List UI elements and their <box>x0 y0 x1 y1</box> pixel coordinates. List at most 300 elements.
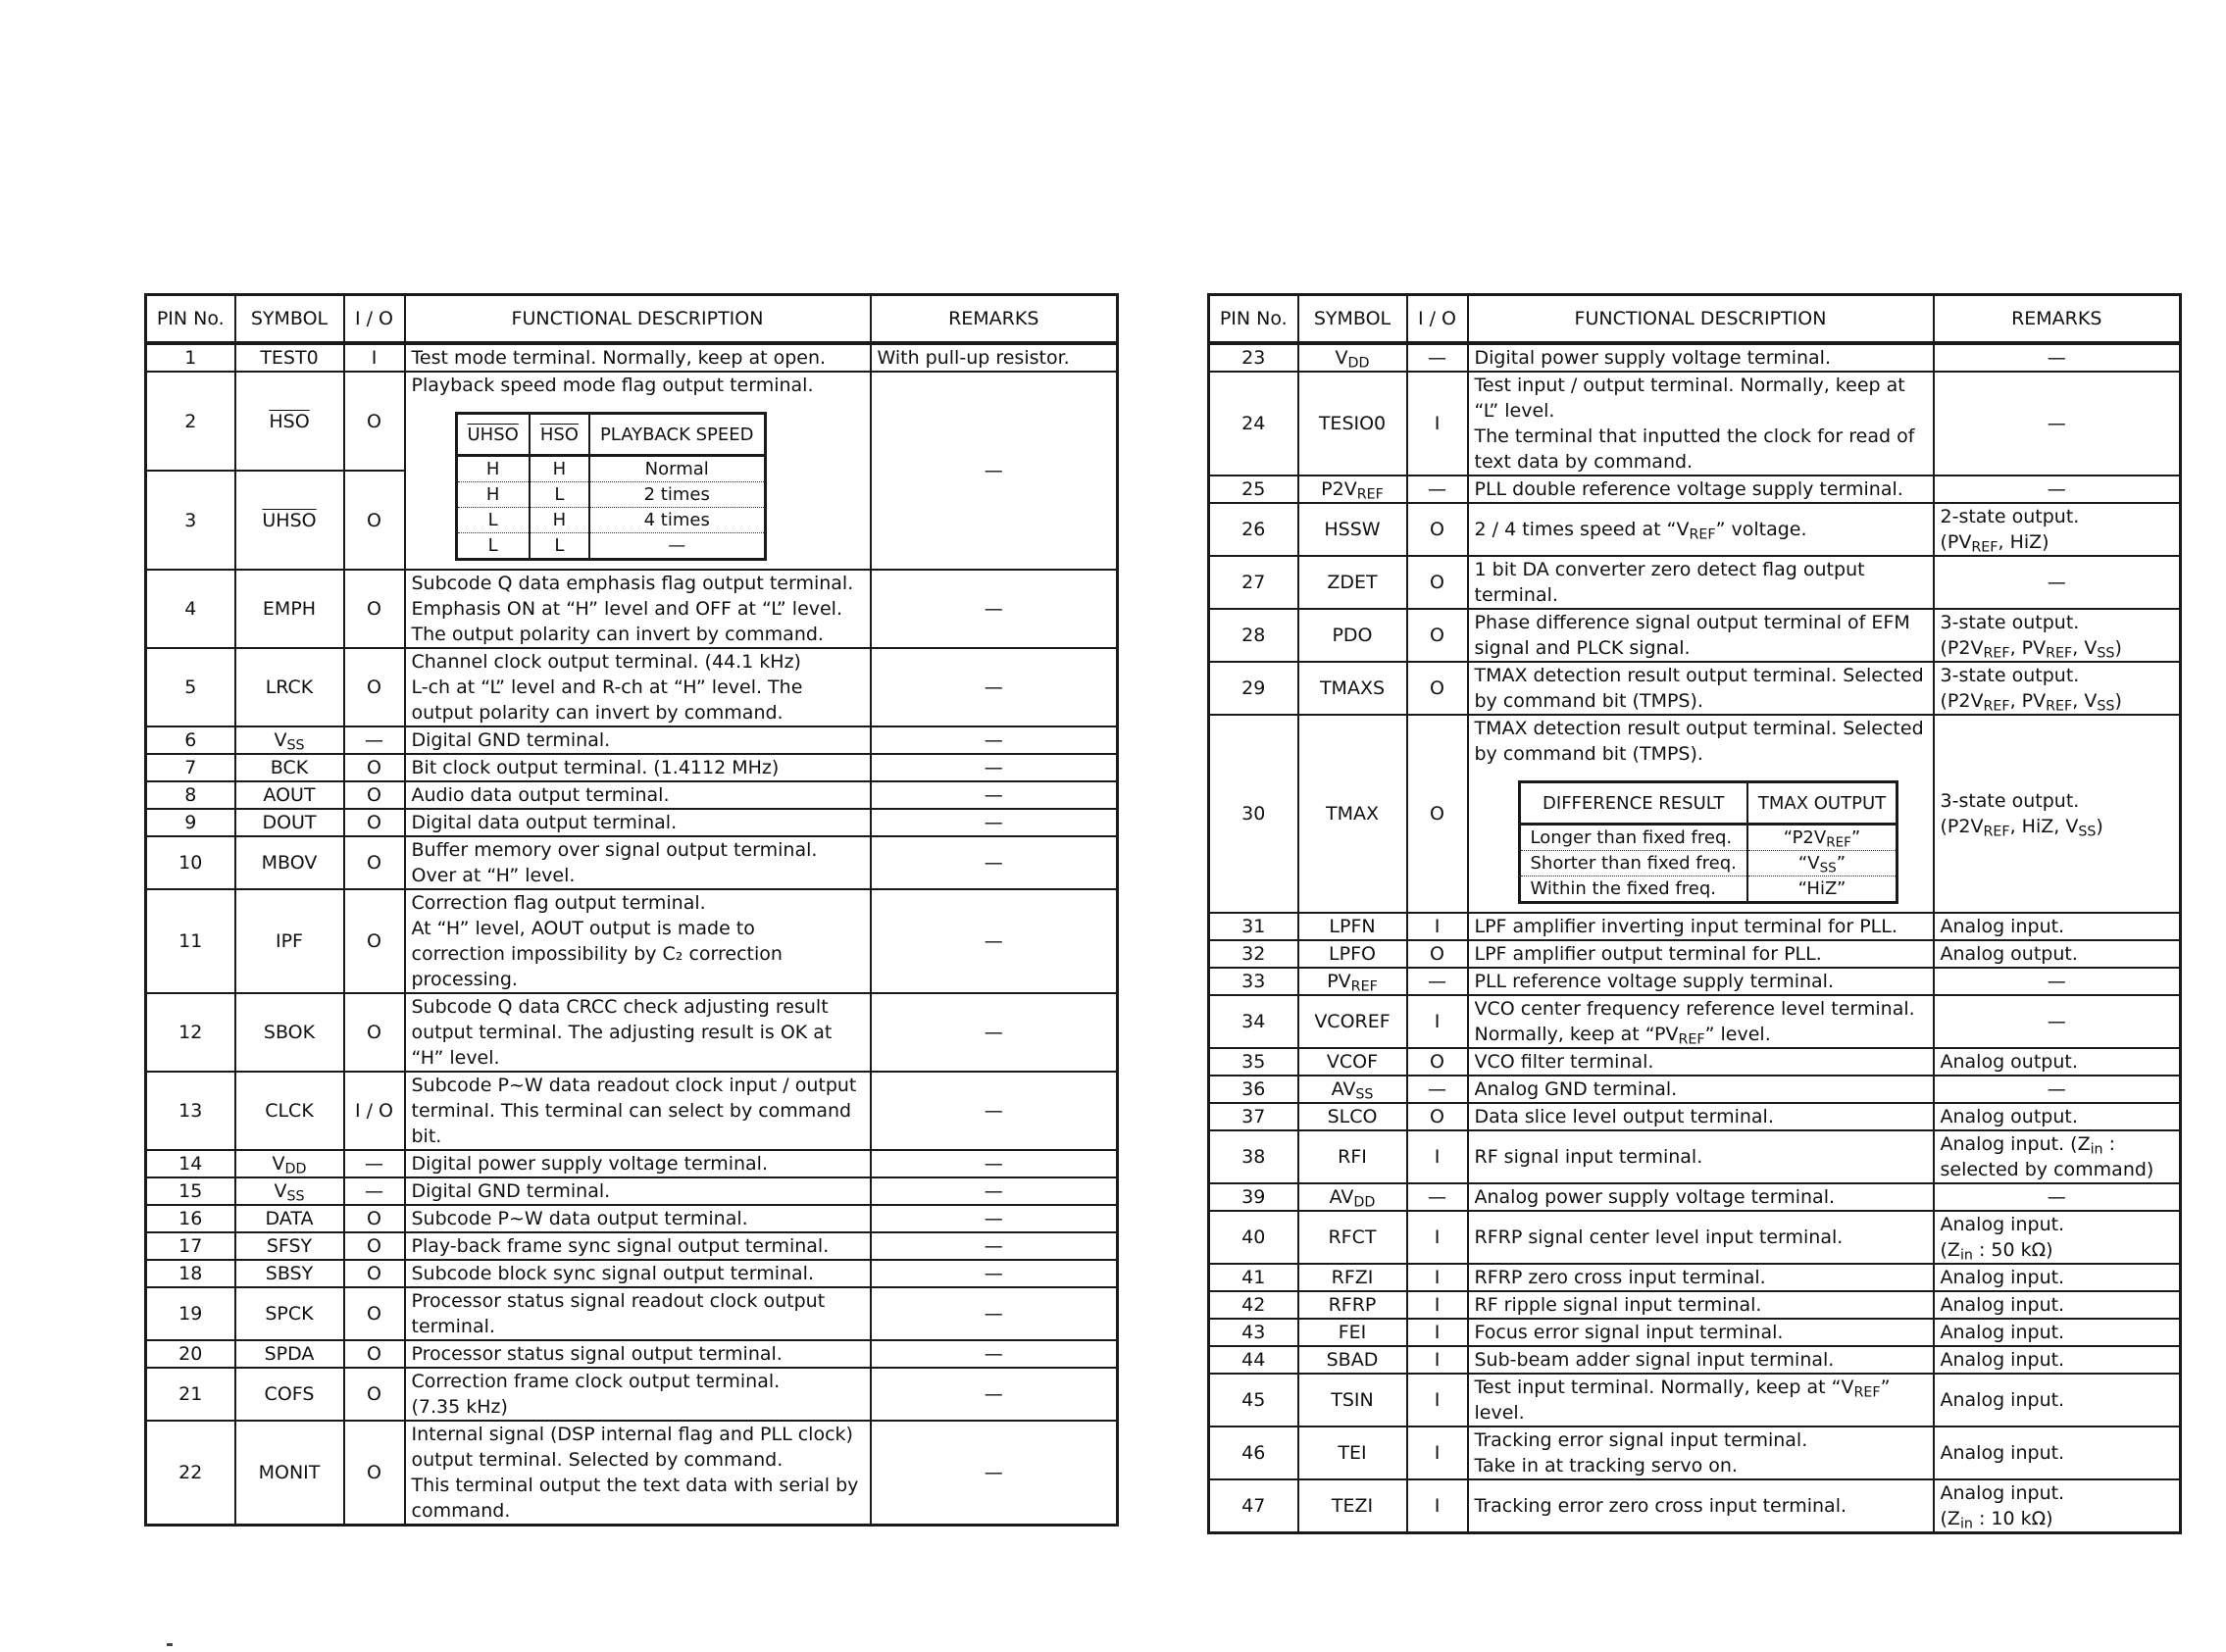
pin-description <box>1468 1374 1934 1427</box>
table-row <box>1209 1183 2181 1211</box>
pin-remarks <box>1934 609 2181 662</box>
text-line: Analog output. <box>1940 1106 2078 1127</box>
text-line: ($P2V_{REF}$, $PV_{REF}$, $V_{SS}$) <box>1940 637 2122 662</box>
pin-number: 4 <box>146 570 235 648</box>
pin-io: O <box>344 781 405 809</box>
pin-description <box>1468 1319 1934 1346</box>
text-line: — <box>984 1303 1003 1325</box>
pin-symbol: $PV_{REF}$ <box>1298 968 1407 995</box>
pin-remarks <box>1934 503 2181 556</box>
pin-symbol: LPFO <box>1298 940 1407 968</box>
pin-remarks <box>871 781 1118 809</box>
pin-description <box>1468 372 1934 476</box>
pin-number: 38 <box>1209 1130 1298 1183</box>
text-line: Digital power supply voltage terminal. <box>411 1153 768 1175</box>
table-row <box>146 1421 1118 1526</box>
table-row <box>146 1368 1118 1421</box>
text-line: LPF amplifier output terminal for PLL. <box>1474 943 1822 965</box>
text-line: ($P2V_{REF}$, $PV_{REF}$, $V_{SS}$) <box>1940 690 2122 715</box>
table-row <box>1209 556 2181 609</box>
pin-symbol: SBSY <box>235 1260 344 1287</box>
pin-symbol: VCOF <box>1298 1048 1407 1076</box>
table-row <box>146 1205 1118 1232</box>
pin-remarks <box>1934 343 2181 372</box>
table-row <box>146 1232 1118 1260</box>
pin-io: — <box>1407 476 1468 503</box>
pin-number: 46 <box>1209 1427 1298 1479</box>
pin-symbol: AOUT <box>235 781 344 809</box>
text-line: — <box>984 784 1003 806</box>
table-row <box>1209 662 2181 715</box>
inner-header: DIFFERENCE RESULT <box>1519 782 1747 825</box>
table-row <box>1209 609 2181 662</box>
text-line: — <box>2047 1186 2066 1208</box>
text-line: Analog input. <box>1940 1482 2065 1504</box>
text-line: Test input terminal. Normally, keep at “$V_{REF}$” <box>1474 1377 1891 1401</box>
pin-description <box>1468 913 1934 940</box>
text-line: Tracking error signal input terminal. <box>1474 1429 1808 1451</box>
text-line: Data slice level output terminal. <box>1474 1106 1774 1127</box>
pin-description <box>1468 1291 1934 1319</box>
pin-description <box>405 1072 871 1150</box>
pin-io: I <box>1407 1211 1468 1264</box>
pin-symbol: RFRP <box>1298 1291 1407 1319</box>
text-line: The output polarity can invert by command. <box>411 624 824 645</box>
pin-description <box>405 1421 871 1526</box>
table-row <box>1209 1103 2181 1130</box>
pin-io: O <box>344 1421 405 1526</box>
pin-remarks <box>871 1340 1118 1368</box>
pin-number: 30 <box>1209 715 1298 913</box>
pin-symbol: $V_{SS}$ <box>235 726 344 754</box>
table-header-row <box>146 295 1118 344</box>
inner-header: $\overline{HSO}$ <box>530 414 589 456</box>
header-symbol: SYMBOL <box>1298 295 1407 344</box>
pin-io: O <box>344 993 405 1072</box>
pin-remarks <box>1934 1130 2181 1183</box>
inner-header: PLAYBACK SPEED <box>589 414 765 456</box>
inner-row <box>1519 851 1897 876</box>
pin-number: 6 <box>146 726 235 754</box>
inner-cell: H <box>456 456 530 482</box>
text-line: This terminal output the text data with serial by <box>411 1475 859 1496</box>
pin-description <box>405 648 871 726</box>
inner-cell: L <box>530 482 589 508</box>
pin-io: O <box>1407 503 1468 556</box>
pin-number: 3 <box>146 471 235 570</box>
pin-io: O <box>344 570 405 648</box>
text-line: correction impossibility by C₂ correction <box>411 943 783 965</box>
pin-number: 27 <box>1209 556 1298 609</box>
pin-number: 37 <box>1209 1103 1298 1130</box>
text-line: Analog input. <box>1940 1442 2065 1464</box>
pin-io: I <box>1407 1264 1468 1291</box>
pin-description <box>1468 1264 1934 1291</box>
pin-description <box>1468 476 1934 503</box>
pin-io: O <box>344 809 405 836</box>
text-line: L-ch at “L” level and R-ch at “H” level. The <box>411 676 803 698</box>
text-line: “L” level. <box>1474 400 1555 422</box>
pin-description <box>405 343 871 372</box>
text-line: Analog input. <box>1940 1322 2065 1343</box>
table-row <box>146 1177 1118 1205</box>
header-io: I / O <box>344 295 405 344</box>
text-line: — <box>984 812 1003 833</box>
pin-description <box>1468 1130 1934 1183</box>
pin-remarks <box>1934 913 2181 940</box>
pin-symbol: ZDET <box>1298 556 1407 609</box>
inner-cell: L <box>456 533 530 560</box>
inner-cell: — <box>589 533 765 560</box>
text-line: Analog input. <box>1940 1267 2065 1288</box>
pin-remarks <box>871 754 1118 781</box>
pin-number: 40 <box>1209 1211 1298 1264</box>
pin-description <box>1468 343 1934 372</box>
inner-row <box>456 508 765 533</box>
table-row <box>146 343 1118 372</box>
pin-symbol: DATA <box>235 1205 344 1232</box>
pin-number: 18 <box>146 1260 235 1287</box>
pin-description <box>405 1150 871 1177</box>
text-line: ($Z_{in}$ : 10 kΩ) <box>1940 1508 2053 1532</box>
pin-io: I <box>1407 1374 1468 1427</box>
inner-header-row <box>1519 782 1897 825</box>
pin-number: 2 <box>146 372 235 471</box>
pin-description <box>1468 715 1934 913</box>
pin-io: — <box>1407 1076 1468 1103</box>
table-row <box>1209 968 2181 995</box>
text-line: Test input / output terminal. Normally, keep at <box>1474 375 1905 396</box>
table-row <box>1209 1291 2181 1319</box>
text-line: bit. <box>411 1126 442 1147</box>
table-row <box>1209 1130 2181 1183</box>
text-line: — <box>984 729 1003 751</box>
text-line: Analog GND terminal. <box>1474 1078 1678 1100</box>
text-line: Analog input. <box>1940 916 2065 937</box>
pin-io: — <box>1407 343 1468 372</box>
pin-io: I <box>1407 1291 1468 1319</box>
pin-io: O <box>344 1232 405 1260</box>
pin-description <box>405 889 871 993</box>
pin-io: O <box>344 889 405 993</box>
pin-remarks <box>1934 662 2181 715</box>
pin-io: I <box>1407 913 1468 940</box>
pin-io: O <box>344 648 405 726</box>
pin-symbol <box>235 471 344 570</box>
pin-description <box>1468 1048 1934 1076</box>
pin-io: O <box>1407 940 1468 968</box>
pin-description <box>405 570 871 648</box>
header-pin: PIN No. <box>1209 295 1298 344</box>
pin-description <box>405 809 871 836</box>
text-line: RF ripple signal input terminal. <box>1474 1294 1762 1316</box>
pin-symbol: $V_{SS}$ <box>235 1177 344 1205</box>
pin-number: 44 <box>1209 1346 1298 1374</box>
text-line: — <box>2047 347 2066 369</box>
text-line: — <box>2047 1078 2066 1100</box>
text-line: — <box>984 598 1003 620</box>
text-line: Subcode P~W data output terminal. <box>411 1208 748 1229</box>
pin-symbol: SPCK <box>235 1287 344 1340</box>
pin-io: O <box>1407 1103 1468 1130</box>
pin-symbol: TSIN <box>1298 1374 1407 1427</box>
pin-description <box>1468 1103 1934 1130</box>
speed-table <box>455 412 767 561</box>
text-line: command. <box>411 1500 511 1522</box>
pin-description <box>405 1177 871 1205</box>
text-line: — <box>2047 478 2066 500</box>
inner-cell: Within the fixed freq. <box>1519 876 1747 903</box>
pin-number: 43 <box>1209 1319 1298 1346</box>
pin-description <box>1468 1346 1934 1374</box>
text-line: Normally, keep at “$PV_{REF}$” level. <box>1474 1024 1771 1048</box>
header-symbol: SYMBOL <box>235 295 344 344</box>
pin-number: 13 <box>146 1072 235 1150</box>
pin-number: 31 <box>1209 913 1298 940</box>
text-line: Analog input. <box>1940 1294 2065 1316</box>
pin-remarks <box>871 343 1118 372</box>
pin-description <box>1468 1479 1934 1533</box>
text-line: — <box>984 1022 1003 1043</box>
text-line: — <box>984 1462 1003 1483</box>
text-line: — <box>2047 971 2066 992</box>
table-row <box>1209 1048 2181 1076</box>
pin-remarks <box>1934 940 2181 968</box>
pin-number: 16 <box>146 1205 235 1232</box>
pin-io: I <box>1407 1130 1468 1183</box>
pin-number: 33 <box>1209 968 1298 995</box>
text-line: TMAX detection result output terminal. Selected <box>1474 718 1924 739</box>
pin-number: 17 <box>146 1232 235 1260</box>
text-line: Internal signal (DSP internal flag and PLL clock) <box>411 1424 853 1445</box>
pin-remarks <box>1934 1374 2181 1427</box>
inner-cell: H <box>530 456 589 482</box>
inner-cell: 2 times <box>589 482 765 508</box>
table-row <box>1209 1479 2181 1533</box>
table-row <box>1209 476 2181 503</box>
text-line: LPF amplifier inverting input terminal for PLL. <box>1474 916 1897 937</box>
pin-symbol: SBAD <box>1298 1346 1407 1374</box>
text-line: — <box>984 757 1003 778</box>
pin-symbol: RFZI <box>1298 1264 1407 1291</box>
pin-io: O <box>1407 1048 1468 1076</box>
pin-io: O <box>1407 609 1468 662</box>
pin-description <box>1468 968 1934 995</box>
table-row <box>1209 1211 2181 1264</box>
header-pin: PIN No. <box>146 295 235 344</box>
text-line: At “H” level, AOUT output is made to <box>411 918 755 939</box>
pin-description <box>405 993 871 1072</box>
pin-number: 32 <box>1209 940 1298 968</box>
pin-io: I <box>1407 1319 1468 1346</box>
pin-io: O <box>344 836 405 889</box>
pin-symbol: MBOV <box>235 836 344 889</box>
text-line: output terminal. The adjusting result is OK at <box>411 1022 833 1043</box>
text-line: Analog output. <box>1940 943 2078 965</box>
pin-io: O <box>344 471 405 570</box>
inner-cell: Shorter than fixed freq. <box>1519 851 1747 876</box>
pin-description <box>405 1368 871 1421</box>
inner-row <box>1519 876 1897 903</box>
table-row <box>1209 1374 2181 1427</box>
text-line: 3-state output. <box>1940 665 2080 686</box>
table-row <box>1209 1427 2181 1479</box>
pin-number: 22 <box>146 1421 235 1526</box>
text-line: Channel clock output terminal. (44.1 kHz) <box>411 651 801 673</box>
text-line: — <box>984 1180 1003 1202</box>
pin-description <box>1468 1427 1934 1479</box>
table-row <box>1209 1346 2181 1374</box>
pin-symbol: TMAX <box>1298 715 1407 913</box>
pin-symbol: TMAXS <box>1298 662 1407 715</box>
text-line: ($Z_{in}$ : 50 kΩ) <box>1940 1239 2053 1264</box>
inner-row <box>456 456 765 482</box>
pin-remarks <box>871 889 1118 993</box>
pin-remarks <box>1934 1319 2181 1346</box>
pin-io: — <box>1407 968 1468 995</box>
pin-io: I <box>344 343 405 372</box>
inner-cell: “$V_{SS}$” <box>1747 851 1897 876</box>
pin-symbol: RFCT <box>1298 1211 1407 1264</box>
text-line: Bit clock output terminal. (1.4112 MHz) <box>411 757 780 778</box>
table-row <box>146 993 1118 1072</box>
table-header-row <box>1209 295 2181 344</box>
text-line: Subcode block sync signal output terminal. <box>411 1263 815 1284</box>
table-row <box>1209 913 2181 940</box>
header-remarks: REMARKS <box>871 295 1118 344</box>
inner-row <box>1519 825 1897 851</box>
table-row <box>146 1150 1118 1177</box>
table-row <box>146 648 1118 726</box>
text-line: Buffer memory over signal output terminal. <box>411 839 818 861</box>
text-line: The terminal that inputted the clock for read of <box>1474 426 1915 447</box>
tmax-table <box>1518 780 1899 904</box>
text-line: — <box>984 460 1003 481</box>
pin-symbol: SFSY <box>235 1232 344 1260</box>
pin-number: 41 <box>1209 1264 1298 1291</box>
pin-remarks <box>871 1368 1118 1421</box>
text-line: With pull-up resistor. <box>877 347 1070 369</box>
table-row <box>146 1260 1118 1287</box>
pin-number: 11 <box>146 889 235 993</box>
pin-symbol: TEZI <box>1298 1479 1407 1533</box>
header-io: I / O <box>1407 295 1468 344</box>
text-line: — <box>2047 413 2066 434</box>
pin-number: 34 <box>1209 995 1298 1048</box>
table-row <box>146 809 1118 836</box>
text-line: Correction flag output terminal. <box>411 892 706 914</box>
pin-remarks <box>1934 1183 2181 1211</box>
symbol-overline: $\overline{HSO}$ <box>269 410 310 432</box>
pin-remarks <box>871 1072 1118 1150</box>
pin-symbol: $P2V_{REF}$ <box>1298 476 1407 503</box>
text-line: output polarity can invert by command. <box>411 702 784 724</box>
pin-number: 14 <box>146 1150 235 1177</box>
pin-remarks <box>1934 1427 2181 1479</box>
text-line: — <box>984 1100 1003 1122</box>
table-row <box>146 889 1118 993</box>
pin-symbol: FEI <box>1298 1319 1407 1346</box>
pin-number: 29 <box>1209 662 1298 715</box>
text-line: RFRP signal center level input terminal. <box>1474 1226 1844 1248</box>
text-line: Test mode terminal. Normally, keep at open. <box>411 347 827 369</box>
table-row <box>1209 940 2181 968</box>
inner-cell: Longer than fixed freq. <box>1519 825 1747 851</box>
pin-symbol: $AV_{SS}$ <box>1298 1076 1407 1103</box>
inner-row <box>456 533 765 560</box>
pin-remarks <box>871 1177 1118 1205</box>
text-line: Subcode Q data emphasis flag output terminal. <box>411 573 854 594</box>
pin-description <box>1468 662 1934 715</box>
text-line: ($P2V_{REF}$, HiZ, $V_{SS}$) <box>1940 816 2103 840</box>
pin-remarks <box>1934 1211 2181 1264</box>
pin-remarks <box>871 726 1118 754</box>
header-functional-description: FUNCTIONAL DESCRIPTION <box>1468 295 1934 344</box>
pin-number: 47 <box>1209 1479 1298 1533</box>
pin-remarks <box>871 570 1118 648</box>
text-line: — <box>2047 572 2066 593</box>
text-line: Emphasis ON at “H” level and OFF at “L” level. <box>411 598 843 620</box>
table-row <box>1209 1076 2181 1103</box>
text-line: RF signal input terminal. <box>1474 1146 1703 1168</box>
pin-description <box>1468 609 1934 662</box>
pin-number: 35 <box>1209 1048 1298 1076</box>
text-line: terminal. <box>1474 584 1558 606</box>
pin-io: O <box>1407 556 1468 609</box>
pin-description <box>1468 1211 1934 1264</box>
pin-description <box>1468 503 1934 556</box>
pin-remarks <box>1934 1076 2181 1103</box>
text-line: 3-state output. <box>1940 612 2080 633</box>
pin-symbol: $AV_{DD}$ <box>1298 1183 1407 1211</box>
text-line: PLL reference voltage supply terminal. <box>1474 971 1834 992</box>
pin-description <box>405 836 871 889</box>
table-row <box>146 570 1118 648</box>
pin-io: — <box>344 726 405 754</box>
text-line: — <box>984 1343 1003 1365</box>
table-row <box>1209 715 2181 913</box>
text-line: — <box>984 1153 1003 1175</box>
inner-cell: 4 times <box>589 508 765 533</box>
pin-io: O <box>344 372 405 471</box>
pin-remarks <box>1934 1291 2181 1319</box>
text-line: — <box>984 1383 1003 1405</box>
pin-symbol: SPDA <box>235 1340 344 1368</box>
pin-io: I <box>1407 1346 1468 1374</box>
pin-remarks <box>1934 556 2181 609</box>
pin-io: I <box>1407 1479 1468 1533</box>
inner-cell: H <box>456 482 530 508</box>
text-line: by command bit (TMPS). <box>1474 690 1703 712</box>
pin-remarks <box>871 648 1118 726</box>
pin-remarks <box>1934 995 2181 1048</box>
pin-io: O <box>344 1260 405 1287</box>
pin-remarks <box>871 1205 1118 1232</box>
pin-number: 10 <box>146 836 235 889</box>
pin-number: 1 <box>146 343 235 372</box>
inner-cell: “HiZ” <box>1747 876 1897 903</box>
pin-io: I <box>1407 372 1468 476</box>
text-line: Analog power supply voltage terminal. <box>1474 1186 1836 1208</box>
pin-io: — <box>344 1150 405 1177</box>
pin-symbol: SBOK <box>235 993 344 1072</box>
text-line: 1 bit DA converter zero detect flag output <box>1474 559 1865 580</box>
pin-symbol: DOUT <box>235 809 344 836</box>
table-row <box>146 372 1118 471</box>
pin-symbol: TEI <box>1298 1427 1407 1479</box>
header-remarks: REMARKS <box>1934 295 2181 344</box>
pin-io: — <box>1407 1183 1468 1211</box>
